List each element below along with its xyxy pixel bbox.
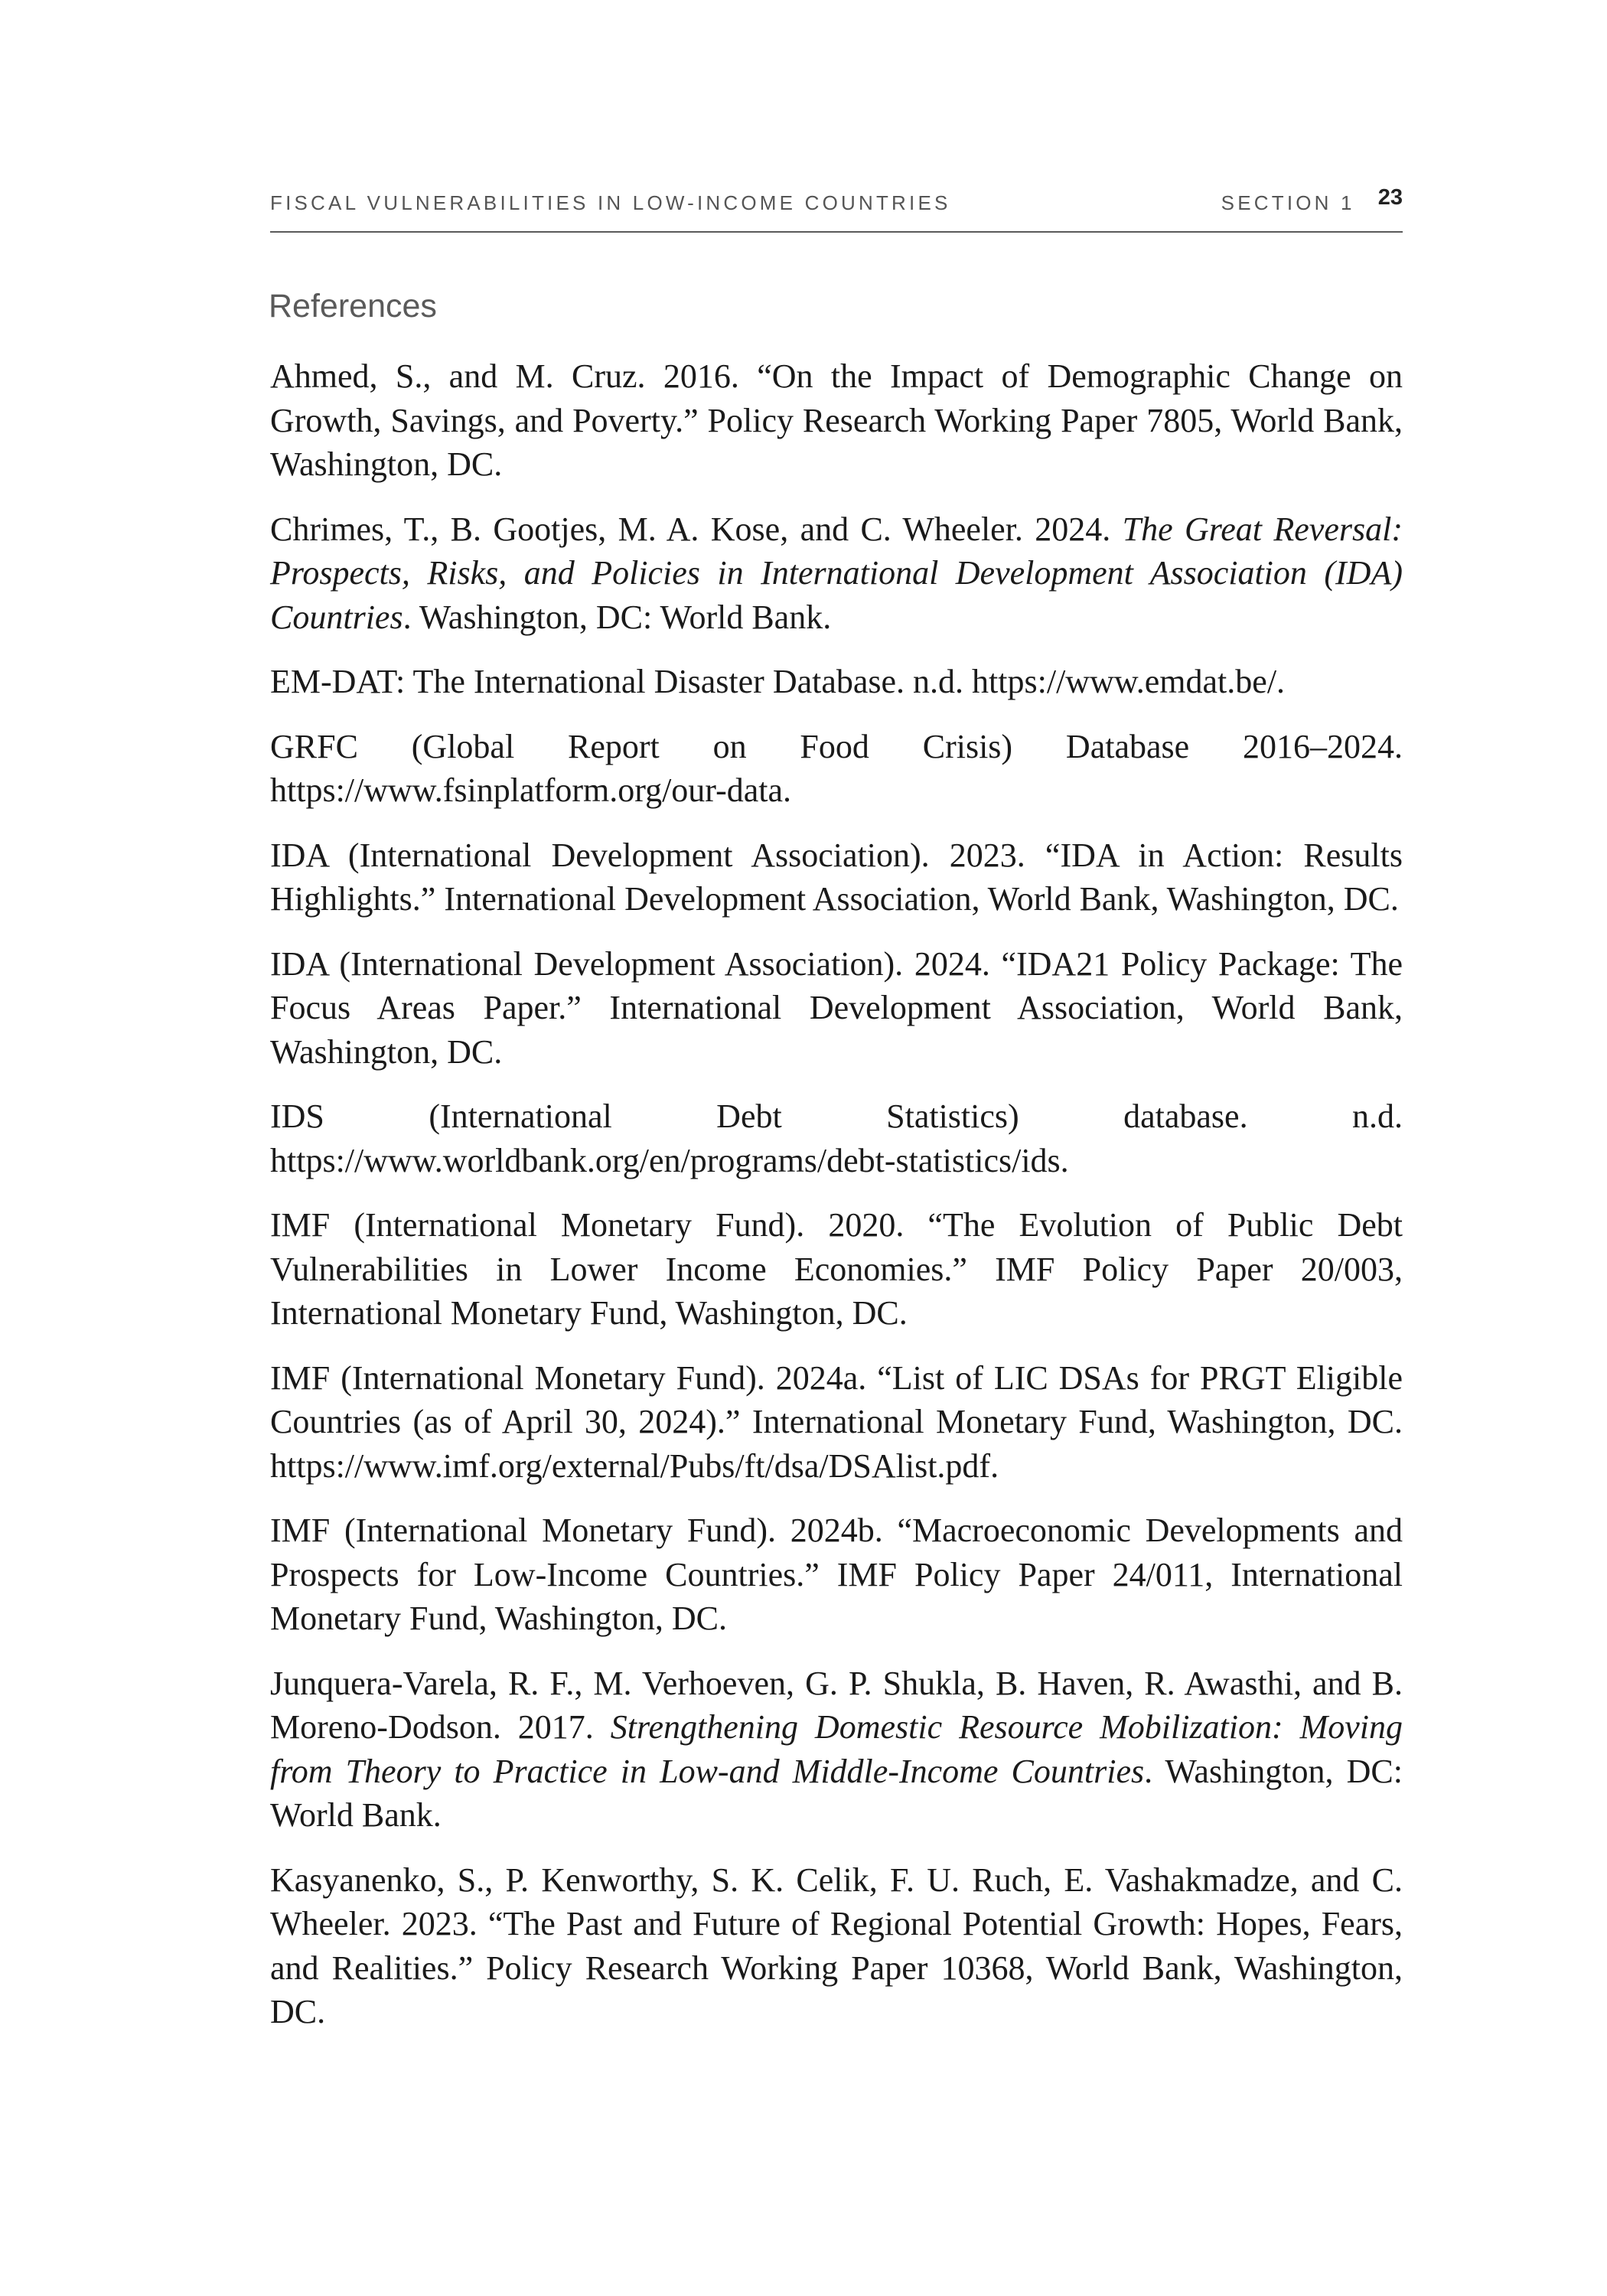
reference-entry [270,1356,1403,1489]
reference-text: Ahmed, S., and M. Cruz. 2016. “On the Impact of Demographic Change on Growth, Savings, and Poverty.” Policy Research Working Paper 7805, World Bank, Washington, DC. [270,357,1403,483]
reference-entry [270,1203,1403,1336]
reference-entry [270,833,1403,921]
reference-entry [270,942,1403,1075]
reference-entry [270,725,1403,813]
header-right [1221,185,1403,215]
reference-entry [270,660,1403,704]
running-header [270,178,1403,233]
reference-entry [270,507,1403,640]
reference-text: Junquera-Varela, R. F., M. Verhoeven, G. P. Shukla, B. Haven, R. Awasthi, and B. Moreno-Dodson. 2017. [270,1664,1403,1746]
reference-entry [270,1858,1403,2034]
reference-text: GRFC (Global Report on Food Crisis) Database 2016–2024. https://www.fsinplatform.org/our-data. [270,727,1403,809]
reference-text: EM-DAT: The International Disaster Database. n.d. https://www.emdat.be/. [270,663,1286,700]
section-heading: References [269,288,437,325]
reference-entry [270,1094,1403,1182]
reference-title-italic: Strengthening Domestic Resource Mobilization: Moving from Theory to Practice in Low-and Middle-Income Countries [270,1708,1403,1790]
reference-text: IMF (International Monetary Fund). 2024b. “Macroeconomic Developments and Prospects for Low-Income Countries.” IMF Policy Paper 24/011, International Monetary Fund, Washington, DC. [270,1512,1403,1637]
reference-text: Kasyanenko, S., P. Kenworthy, S. K. Celik, F. U. Ruch, E. Vashakmadze, and C. Wheeler. 2023. “The Past and Future of Regional Potential Growth: Hopes, Fears, and Realities.” Policy Research Working Paper 10368, World Bank, Washington, DC. [270,1861,1403,2030]
running-title: FISCAL VULNERABILITIES IN LOW-INCOME COUNTRIES [270,191,951,214]
reference-text: IDS (International Debt Statistics) database. n.d. https://www.worldbank.org/en/programs/debt-statistics/ids. [270,1097,1403,1179]
reference-text-end: . Washington, DC: World Bank. [403,598,832,636]
reference-title-italic: The Great Reversal: Prospects, Risks, and Policies in International Development Association (IDA) Countries [270,510,1403,636]
reference-text: IMF (International Monetary Fund). 2024a. “List of LIC DSAs for PRGT Eligible Countries (as of April 30, 2024).” International Monetary Fund, Washington, DC. https://www.imf.org/external/Pubs/ft/dsa/DSAlist.pdf. [270,1358,1403,1485]
reference-text: IDA (International Development Association). 2024. “IDA21 Policy Package: The Focus Areas Paper.” International Development Association, World Bank, Washington, DC. [270,944,1403,1071]
reference-entry [270,1662,1403,1838]
reference-entry [270,354,1403,487]
reference-text: IMF (International Monetary Fund). 2020. “The Evolution of Public Debt Vulnerabilities in Lower Income Economies.” IMF Policy Paper 20/003, International Monetary Fund, Washington, DC. [270,1206,1403,1332]
reference-text-end: . Washington, DC: World Bank. [270,1752,1403,1834]
page-number: 23 [1377,185,1403,210]
reference-text: Chrimes, T., B. Gootjes, M. A. Kose, and C. Wheeler. 2024. [270,510,1123,548]
section-label: SECTION 1 [1221,191,1355,214]
reference-text: IDA (International Development Association). 2023. “IDA in Action: Results Highlights.” International Development Association, World Bank, Washington, DC. [270,836,1403,918]
reference-list [270,354,1403,2055]
reference-entry [270,1508,1403,1641]
